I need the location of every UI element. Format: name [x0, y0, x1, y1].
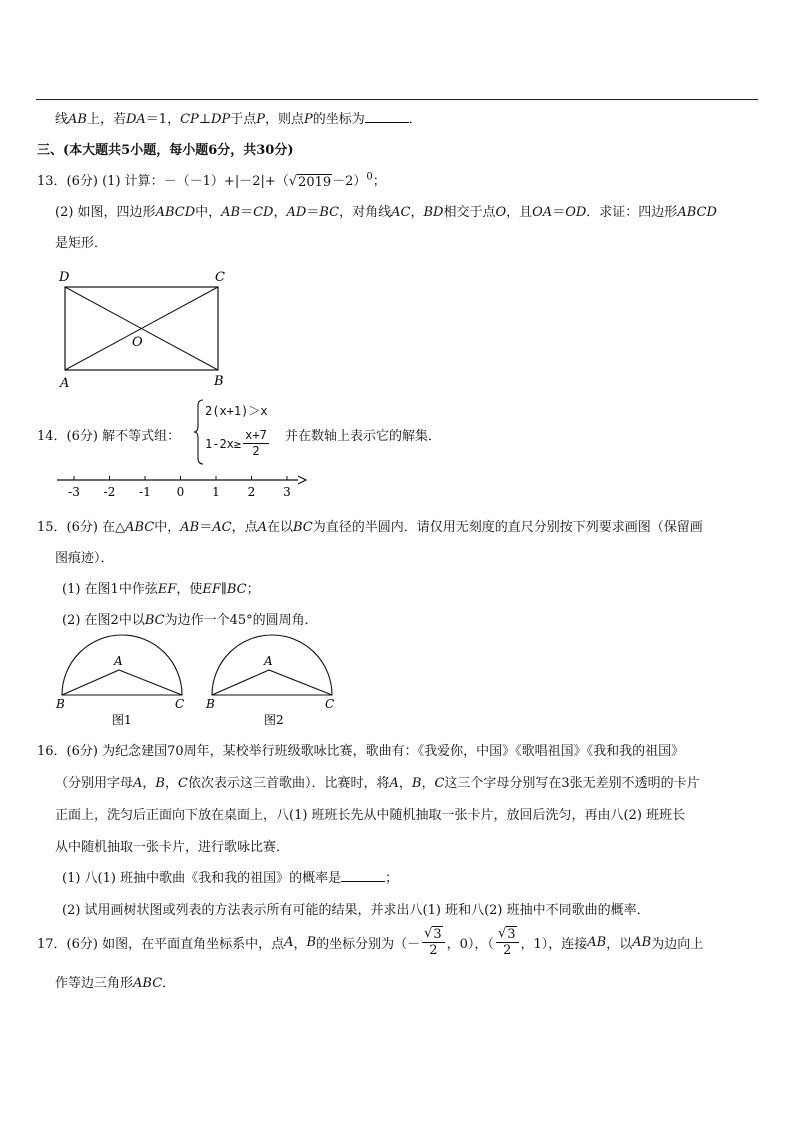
text: 线	[55, 112, 69, 127]
radical-sign: √	[424, 926, 433, 941]
q17-line1	[37, 926, 703, 958]
q14-lead	[37, 425, 180, 444]
text: ，	[293, 936, 307, 952]
var: AB	[632, 934, 652, 950]
semicircle-figures	[50, 632, 350, 728]
var-cp: CP	[180, 112, 199, 127]
var: A	[257, 520, 267, 535]
text: ＝1，	[145, 112, 181, 127]
section-heading: 三、(本大题共5小题，每小题6分，共30分)	[37, 143, 294, 158]
label-o: O	[132, 335, 143, 350]
triangle-1	[62, 670, 182, 695]
text: ；	[385, 871, 399, 886]
q15-line1	[37, 516, 703, 535]
numerator	[496, 926, 519, 943]
var: C	[434, 776, 445, 791]
answer-blank[interactable]	[341, 869, 385, 882]
text: 相交于点	[443, 205, 496, 220]
label-a: A	[264, 654, 273, 668]
q13-part2-line1	[55, 201, 717, 220]
fraction-neg-sqrt3-over-2	[422, 926, 445, 958]
text: 的坐标分别为（－	[316, 936, 421, 952]
question-number: 13．(6分)	[37, 174, 98, 189]
denominator: 2	[252, 444, 260, 458]
tick-label: 0	[176, 485, 185, 499]
var-dp: DP	[211, 112, 231, 127]
text: ＝	[199, 520, 213, 535]
tick-label: 2	[247, 485, 256, 499]
inequality-1: 2(x+1)＞x	[205, 404, 268, 418]
text: ，使	[176, 582, 203, 597]
tick-label: -2	[103, 485, 116, 499]
var: ABC	[133, 976, 163, 991]
text: 这三个字母分别写在3张无差别不透明的卡片	[444, 776, 700, 791]
text: 作等边三角形	[55, 976, 134, 991]
text: ＝	[552, 205, 566, 220]
radical-sign: √	[288, 174, 298, 189]
var: B	[306, 934, 317, 950]
radicand: 3	[433, 927, 442, 942]
var: AC	[212, 520, 232, 535]
denominator: 2	[429, 943, 438, 958]
text: ＝	[240, 205, 254, 220]
sqrt	[498, 926, 517, 942]
text: 1-2x≥	[205, 436, 242, 451]
text: 依次表示这三首歌曲）．比赛时，将	[187, 776, 390, 791]
text: ．	[408, 112, 422, 127]
q13-part2-line2: 是矩形．	[55, 236, 108, 251]
var: ABCD	[155, 205, 196, 220]
text: ．	[162, 976, 176, 991]
label-b: B	[56, 697, 65, 711]
tick-label: -1	[139, 485, 151, 499]
label-b: B	[214, 374, 224, 389]
var: OD	[565, 205, 587, 220]
figure-1	[55, 635, 184, 727]
text: 为边作一个45°的圆周角．	[164, 613, 318, 628]
denominator: 2	[503, 943, 512, 958]
figure-2	[205, 635, 334, 727]
rectangle-figure	[50, 265, 240, 395]
numerator: x+7	[245, 428, 267, 442]
label-a: A	[60, 376, 70, 391]
sqrt-expression	[289, 174, 332, 190]
var: A	[389, 776, 399, 791]
var-ab: AB	[68, 112, 87, 127]
figure-caption: 图2	[264, 713, 284, 727]
text: ⊥	[198, 112, 212, 127]
var-p: P	[303, 112, 313, 127]
text: 15．(6分) 在△	[37, 520, 126, 535]
var: ABCD	[677, 205, 717, 220]
tick-label: -3	[68, 485, 80, 499]
label-b: B	[206, 697, 215, 711]
radicand: 2019	[298, 175, 332, 190]
text: ，对角线	[339, 205, 392, 220]
radical-sign: √	[497, 926, 507, 941]
q16-line4: 从中随机抽取一张卡片，进行歌咏比赛．	[55, 840, 290, 855]
text: ，	[164, 776, 178, 791]
text: ，且	[506, 205, 533, 220]
label-c: C	[175, 697, 185, 711]
fraction	[243, 428, 269, 459]
var: BC	[292, 520, 313, 535]
text: ，	[273, 205, 287, 220]
var: O	[495, 205, 507, 220]
text: ，点	[231, 520, 258, 535]
var: AD	[286, 205, 307, 220]
var: OA	[532, 205, 553, 220]
q16-line1: 16．(6分) 为纪念建国70周年，某校举行班级歌咏比赛，歌曲有：《我爱你，中国》《歌唱祖国》《我和我的祖国》	[37, 744, 685, 759]
number-line	[52, 472, 312, 500]
text: (1) 在图1中作弦	[62, 582, 158, 597]
triangle-2	[212, 670, 332, 695]
text: 上，若	[86, 112, 126, 127]
q12-continuation-line	[55, 108, 422, 127]
radicand: 3	[507, 927, 516, 942]
text: (2) 如图，四边形	[55, 205, 156, 220]
text: 17．(6分) 如图，在平面直角坐标系中，点	[37, 936, 285, 952]
arrow-icon	[298, 476, 306, 484]
text: ，	[398, 776, 412, 791]
text: 为直径的半圆内．请仅用无刻度的直尺分别按下列要求画图（保留画	[312, 520, 703, 535]
text: 中，	[195, 205, 222, 220]
text: (1) 八(1) 班抽中歌曲《我和我的祖国》的概率是	[62, 871, 342, 886]
q16-line3: 正面上，洗匀后正面向下放在桌面上，八(1) 班班长先从中随机抽取一张卡片，放回后洗匀，再由八(2) 班班长	[55, 808, 686, 823]
text: ，	[421, 776, 435, 791]
var: A	[133, 776, 143, 791]
text: 于点	[230, 112, 257, 127]
var: BC	[144, 613, 165, 628]
text: ，则点	[264, 112, 304, 127]
header-rule	[36, 99, 758, 100]
var: A	[284, 934, 294, 950]
var: BC	[226, 582, 247, 597]
text: 解不等式组：	[102, 429, 181, 444]
text: （分别用字母	[55, 776, 134, 791]
var: EF	[157, 582, 177, 597]
text: ，以	[606, 936, 633, 952]
fraction-sqrt3-over-2	[496, 926, 519, 958]
text: ；	[246, 582, 260, 597]
tick-label: 1	[212, 485, 220, 499]
sqrt	[424, 926, 443, 942]
var-da: DA	[125, 112, 146, 127]
label-c: C	[215, 270, 225, 285]
q16-line2	[55, 772, 700, 791]
q15-line3	[62, 578, 260, 597]
text: ＝	[306, 205, 320, 220]
q17-line2	[55, 972, 175, 991]
var: AC	[391, 205, 411, 220]
var: B	[155, 776, 165, 791]
text: ，1），连接	[520, 936, 588, 952]
var: C	[178, 776, 188, 791]
text: ，0），（	[446, 936, 494, 952]
text: (1) 计算：－（－1）+|－2|+（	[102, 174, 289, 189]
var: AB	[221, 205, 241, 220]
var: CD	[253, 205, 274, 220]
text: －2）	[332, 174, 367, 189]
numerator	[422, 926, 445, 943]
text: (2) 在图2中以	[62, 613, 145, 628]
label-a: A	[114, 654, 123, 668]
tick-label: 3	[283, 485, 291, 499]
q15-line4	[62, 609, 318, 628]
inequality-2	[205, 428, 271, 459]
text: 在以	[266, 520, 293, 535]
q13-part1	[37, 170, 386, 190]
var-p: P	[256, 112, 265, 127]
text: ；	[372, 174, 386, 189]
figure-caption: 图1	[112, 713, 132, 727]
text: 中，	[154, 520, 181, 535]
text: ．求证：四边形	[586, 205, 678, 220]
var: ABC	[125, 520, 155, 535]
question-number: 14．(6分)	[37, 429, 98, 444]
exponent: 0	[366, 171, 373, 183]
label-c: C	[325, 697, 335, 711]
text: ，	[410, 205, 424, 220]
text: ，	[142, 776, 156, 791]
q16-line5	[62, 867, 398, 886]
var: AB	[587, 934, 607, 950]
brace-icon	[193, 398, 205, 466]
q15-line2: 图痕迹）．	[55, 551, 114, 566]
var: B	[411, 776, 422, 791]
q16-line6: (2) 试用画树状图或列表的方法表示所有可能的结果，并求出八(1) 班和八(2) 班抽中不同歌曲的概率．	[62, 903, 650, 918]
q14-tail: 并在数轴上表示它的解集．	[285, 429, 442, 444]
var: AB	[180, 520, 200, 535]
text: 为边向上	[651, 936, 704, 952]
text: ∥	[220, 582, 227, 597]
var: EF	[202, 582, 221, 597]
text: 的坐标为	[312, 112, 365, 127]
var: BD	[423, 205, 444, 220]
var: BC	[319, 205, 340, 220]
label-d: D	[59, 270, 70, 285]
answer-blank[interactable]	[365, 110, 409, 123]
